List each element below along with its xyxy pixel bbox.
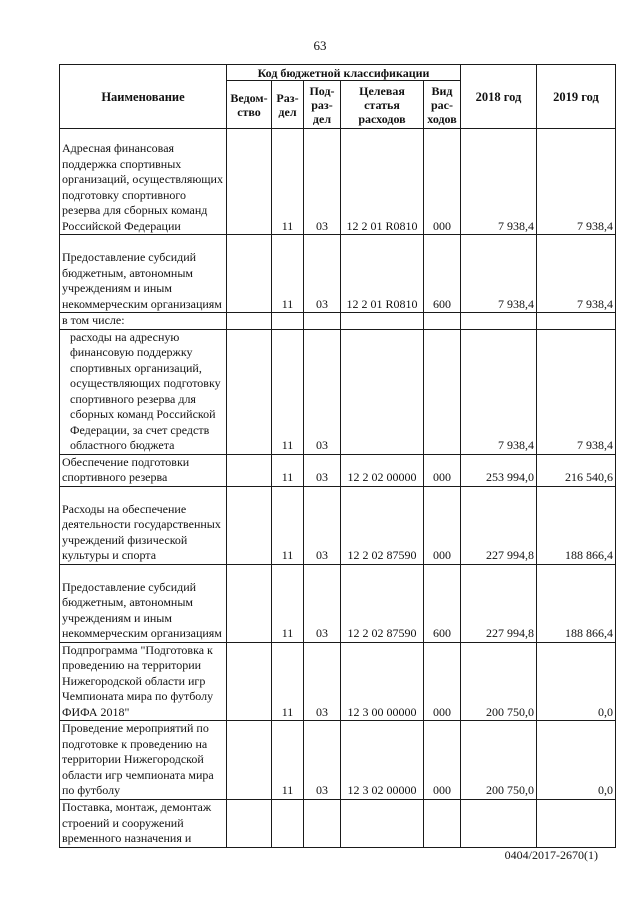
table-row: [60, 313, 616, 330]
row-name: в том числе:: [60, 313, 227, 330]
row-vid: [424, 313, 461, 330]
row-celevaya: 12 2 02 87590: [341, 486, 424, 564]
row-celevaya: 12 2 01 R0810: [341, 235, 424, 313]
row-name: Расходы на обеспечение деятельности государственных учреждений физической культуры и спорта: [60, 486, 227, 564]
row-vid: [424, 329, 461, 454]
row-2019: [537, 799, 616, 847]
budget-table: [59, 64, 616, 848]
row-razdel: 11: [272, 454, 304, 486]
row-podrazdel: [304, 799, 341, 847]
row-2019: 216 540,6: [537, 454, 616, 486]
row-vid: 000: [424, 486, 461, 564]
row-celevaya: 12 3 00 00000: [341, 642, 424, 721]
row-vid: 000: [424, 129, 461, 235]
header-vid: Вид рас-ходов: [424, 81, 461, 129]
row-celevaya: 12 2 01 R0810: [341, 129, 424, 235]
row-celevaya: 12 2 02 00000: [341, 454, 424, 486]
table-row: [60, 129, 616, 235]
row-2018: 7 938,4: [461, 235, 537, 313]
row-2018: [461, 313, 537, 330]
row-celevaya: [341, 313, 424, 330]
row-razdel: [272, 313, 304, 330]
row-podrazdel: 03: [304, 486, 341, 564]
header-celevaya: Целевая статья расходов: [341, 81, 424, 129]
table-row: [60, 454, 616, 486]
row-podrazdel: 03: [304, 129, 341, 235]
table-row: [60, 564, 616, 642]
table-row: [60, 329, 616, 454]
table-row: [60, 642, 616, 721]
row-2019: 7 938,4: [537, 129, 616, 235]
row-podrazdel: 03: [304, 642, 341, 721]
row-name: Обеспечение подготовки спортивного резерва: [60, 454, 227, 486]
row-razdel: 11: [272, 564, 304, 642]
row-razdel: 11: [272, 642, 304, 721]
row-celevaya: 12 3 02 00000: [341, 721, 424, 800]
row-razdel: 11: [272, 235, 304, 313]
row-vedomstvo: [227, 329, 272, 454]
row-vid: 600: [424, 235, 461, 313]
row-2018: 227 994,8: [461, 486, 537, 564]
row-podrazdel: 03: [304, 721, 341, 800]
row-podrazdel: 03: [304, 235, 341, 313]
header-vedomstvo: Ведом-ство: [227, 81, 272, 129]
row-vedomstvo: [227, 454, 272, 486]
row-2018: 227 994,8: [461, 564, 537, 642]
row-razdel: 11: [272, 486, 304, 564]
row-vedomstvo: [227, 564, 272, 642]
row-name: Предоставление субсидий бюджетным, автономным учреждениям и иным некоммерческим организациям: [60, 235, 227, 313]
table-row: [60, 486, 616, 564]
row-vid: 000: [424, 454, 461, 486]
row-razdel: [272, 799, 304, 847]
header-2018: 2018 год: [461, 65, 537, 129]
row-2018: 7 938,4: [461, 329, 537, 454]
header-name: Наименование: [60, 65, 227, 129]
row-vedomstvo: [227, 129, 272, 235]
header-podrazdel: Под-раз-дел: [304, 81, 341, 129]
row-celevaya: [341, 329, 424, 454]
row-celevaya: 12 2 02 87590: [341, 564, 424, 642]
row-razdel: 11: [272, 329, 304, 454]
row-2018: [461, 799, 537, 847]
document-code: 0404/2017-2670(1): [504, 848, 598, 862]
table-header: [60, 65, 616, 129]
row-vedomstvo: [227, 721, 272, 800]
header-kbk: Код бюджетной классификации: [227, 65, 461, 81]
row-vedomstvo: [227, 642, 272, 721]
row-2019: 0,0: [537, 642, 616, 721]
row-name: Проведение мероприятий по подготовке к проведению на территории Нижегородской области игр чемпионата мира по футболу: [60, 721, 227, 800]
row-podrazdel: 03: [304, 454, 341, 486]
row-celevaya: [341, 799, 424, 847]
row-vid: 000: [424, 721, 461, 800]
row-podrazdel: 03: [304, 564, 341, 642]
row-name: расходы на адресную финансовую поддержку спортивных организаций, осуществляющих подготовку спортивного резерва для сборных команд Российской Федерации, за счет средств областного бюджета: [60, 329, 227, 454]
table-row: [60, 721, 616, 800]
page-number: 63: [313, 38, 327, 53]
row-name: Адресная финансовая поддержка спортивных организаций, осуществляющих подготовку спортивного резерва для сборных команд Российской Федерации: [60, 129, 227, 235]
table-row: [60, 799, 616, 847]
row-vid: 000: [424, 642, 461, 721]
table-row: [60, 235, 616, 313]
row-2018: 253 994,0: [461, 454, 537, 486]
row-vedomstvo: [227, 799, 272, 847]
row-2019: 188 866,4: [537, 486, 616, 564]
header-razdel: Раз-дел: [272, 81, 304, 129]
header-2019: 2019 год: [537, 65, 616, 129]
row-2019: [537, 313, 616, 330]
row-vid: [424, 799, 461, 847]
row-2019: 7 938,4: [537, 235, 616, 313]
row-vedomstvo: [227, 486, 272, 564]
row-vedomstvo: [227, 235, 272, 313]
row-name: Предоставление субсидий бюджетным, автономным учреждениям и иным некоммерческим организациям: [60, 564, 227, 642]
row-vedomstvo: [227, 313, 272, 330]
row-name: Поставка, монтаж, демонтаж строений и сооружений временного назначения и: [60, 799, 227, 847]
row-2019: 188 866,4: [537, 564, 616, 642]
row-2018: 200 750,0: [461, 642, 537, 721]
row-razdel: 11: [272, 721, 304, 800]
row-name: Подпрограмма "Подготовка к проведению на территории Нижегородской области игр Чемпионата мира по футболу ФИФА 2018": [60, 642, 227, 721]
row-razdel: 11: [272, 129, 304, 235]
row-2018: 7 938,4: [461, 129, 537, 235]
row-podrazdel: [304, 313, 341, 330]
row-2019: 0,0: [537, 721, 616, 800]
row-2019: 7 938,4: [537, 329, 616, 454]
row-vid: 600: [424, 564, 461, 642]
row-podrazdel: 03: [304, 329, 341, 454]
row-2018: 200 750,0: [461, 721, 537, 800]
